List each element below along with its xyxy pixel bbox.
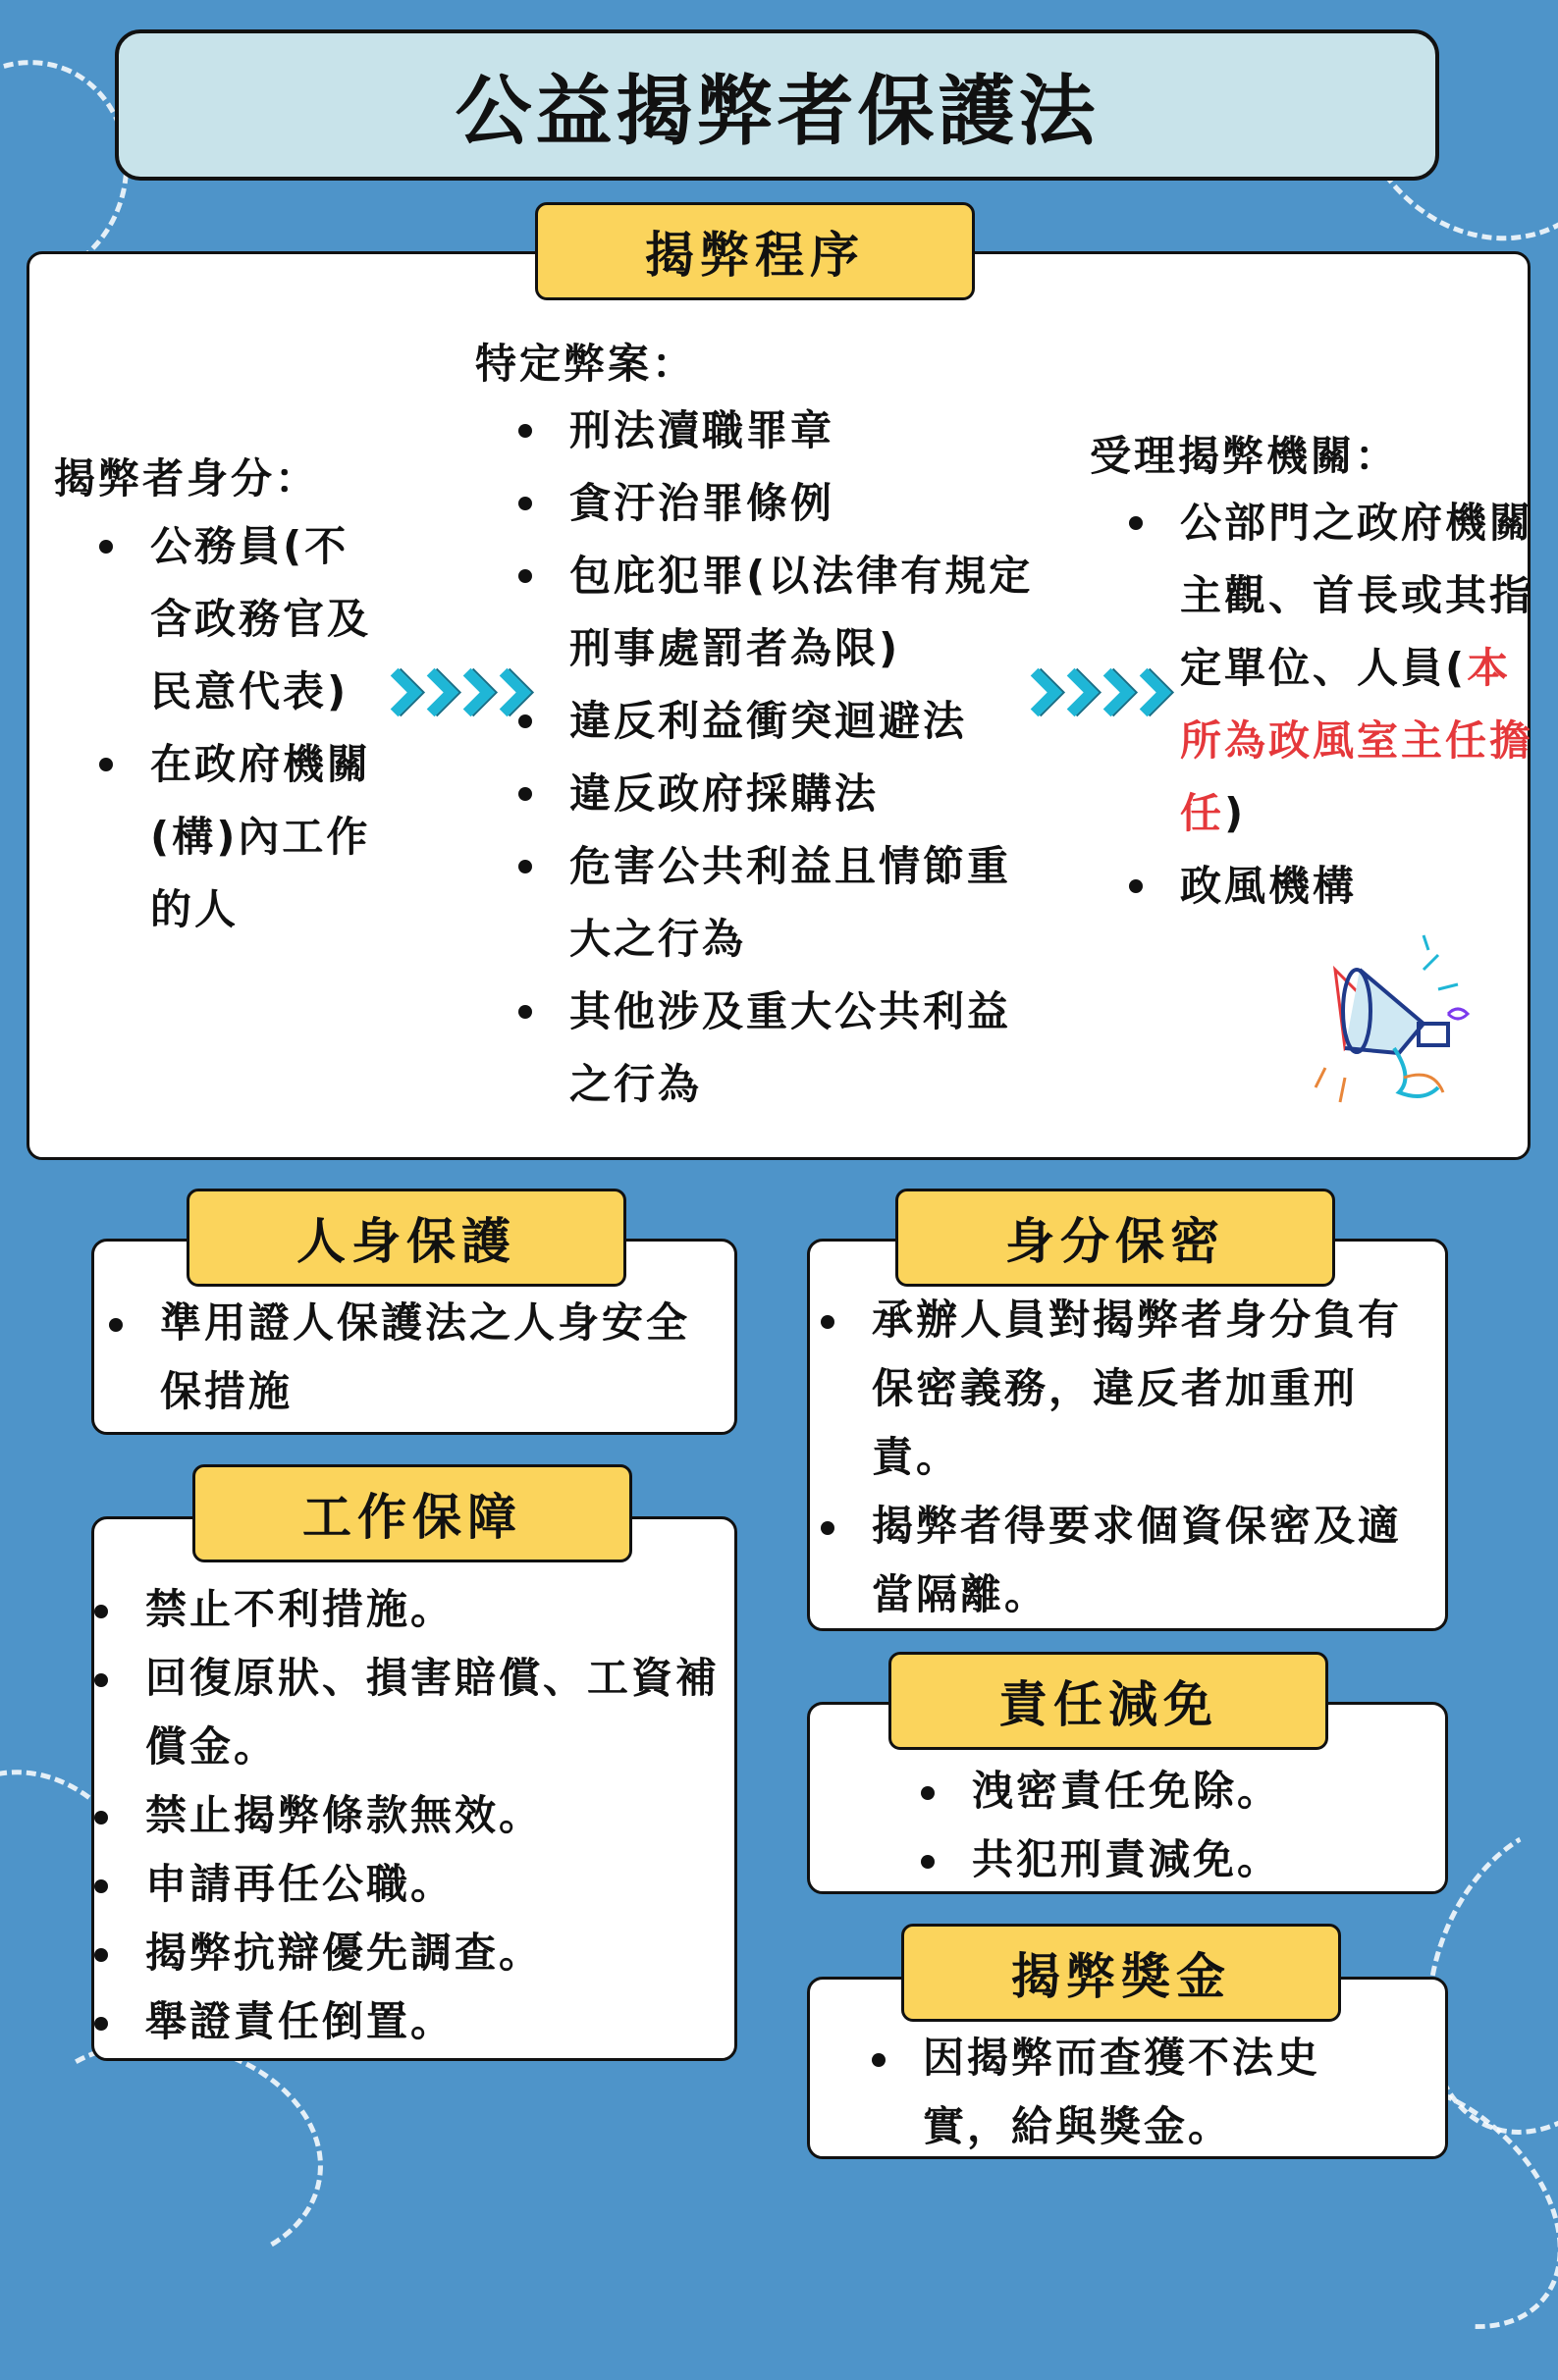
secrecy-list bbox=[813, 1286, 1422, 1629]
agency-item-highlight: 本所為政風室主任擔任 bbox=[1180, 644, 1534, 837]
personal-tag: 人身保護 bbox=[187, 1189, 626, 1287]
list-item: 禁止揭弊條款無效。 bbox=[86, 1781, 729, 1850]
list-item: 回復原狀、損害賠償、工資補償金。 bbox=[86, 1644, 729, 1781]
reward-tag: 揭弊獎金 bbox=[901, 1924, 1341, 2022]
list-item bbox=[1121, 487, 1533, 850]
list-item: 揭弊抗辯優先調查。 bbox=[86, 1919, 729, 1987]
work-list bbox=[86, 1575, 729, 2056]
list-item: 舉證責任倒置。 bbox=[86, 1987, 729, 2056]
list-item: 貪汙治罪條例 bbox=[510, 467, 1041, 540]
list-item: 在政府機關(構)內工作的人 bbox=[91, 728, 391, 946]
reward-list bbox=[864, 2024, 1394, 2161]
work-tag: 工作保障 bbox=[192, 1464, 632, 1562]
list-item: 其他涉及重大公共利益之行為 bbox=[510, 976, 1041, 1121]
list-item: 禁止不利措施。 bbox=[86, 1575, 729, 1644]
list-item: 準用證人保護法之人身安全保措施 bbox=[101, 1289, 720, 1426]
cases-list bbox=[510, 395, 1041, 1121]
list-item: 揭弊者得要求個資保密及適當隔離。 bbox=[813, 1492, 1422, 1629]
liability-tag: 責任減免 bbox=[888, 1652, 1328, 1750]
liability-list bbox=[913, 1757, 1424, 1894]
identity-heading: 揭弊者身分： bbox=[54, 454, 320, 502]
list-item: 共犯刑責減免。 bbox=[913, 1825, 1424, 1894]
list-item: 洩密責任免除。 bbox=[913, 1757, 1424, 1825]
agency-item-text: 公部門之政府機關主觀、首長或其指定單位、人員( bbox=[1180, 499, 1534, 692]
agency-item-close: ) bbox=[1224, 789, 1247, 837]
list-item: 政風機構 bbox=[1121, 850, 1533, 923]
megaphone-icon bbox=[1306, 930, 1482, 1117]
personal-list bbox=[101, 1289, 720, 1426]
list-item: 因揭弊而查獲不法史實，給與獎金。 bbox=[864, 2024, 1394, 2161]
agency-heading: 受理揭弊機關： bbox=[1090, 432, 1400, 480]
list-item: 違反政府採購法 bbox=[510, 758, 1041, 830]
identity-list bbox=[91, 510, 391, 946]
list-item: 承辦人員對揭弊者身分負有保密義務，違反者加重刑責。 bbox=[813, 1286, 1422, 1492]
list-item: 危害公共利益且情節重大之行為 bbox=[510, 830, 1041, 976]
list-item: 申請再任公職。 bbox=[86, 1850, 729, 1919]
list-item: 公務員(不含政務官及民意代表) bbox=[91, 510, 391, 728]
chevrons-right-icon bbox=[381, 675, 526, 710]
secrecy-tag: 身分保密 bbox=[895, 1189, 1335, 1287]
procedure-tag: 揭弊程序 bbox=[535, 202, 975, 300]
list-item: 包庇犯罪(以法律有規定刑事處罰者為限) bbox=[510, 540, 1041, 685]
cases-heading: 特定弊案： bbox=[475, 340, 697, 388]
agency-list bbox=[1121, 487, 1533, 923]
list-item: 刑法瀆職罪章 bbox=[510, 395, 1041, 467]
page-title: 公益揭弊者保護法 bbox=[115, 29, 1439, 181]
list-item: 違反利益衝突迴避法 bbox=[510, 685, 1041, 758]
